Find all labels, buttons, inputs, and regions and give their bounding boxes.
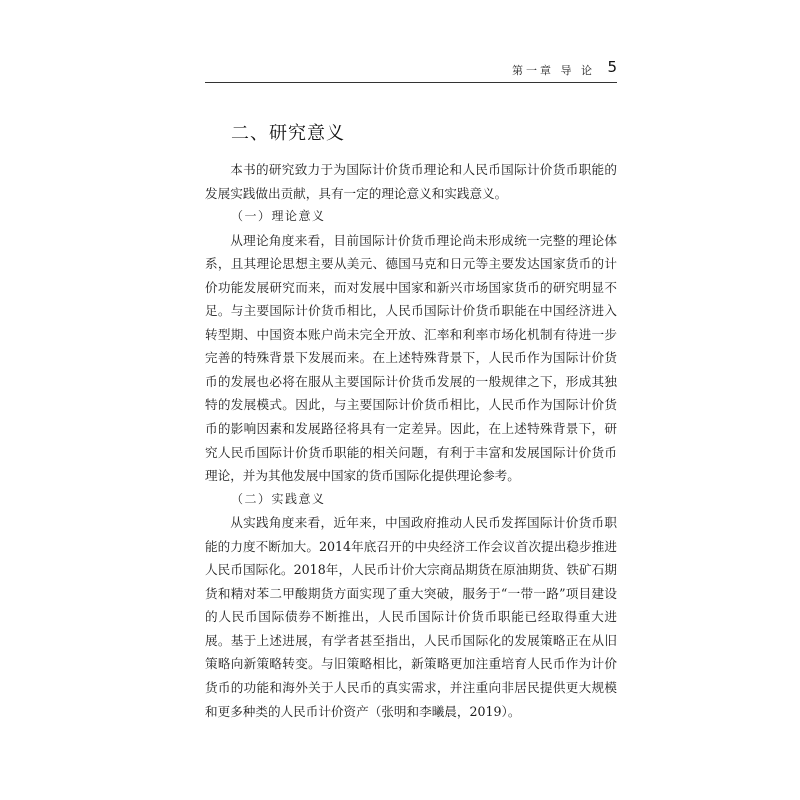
section-title: 二、研究意义: [231, 123, 345, 144]
running-header-chapter: 第一章 导 论: [512, 64, 595, 77]
header-rule: [205, 82, 617, 83]
page-number: 5: [607, 58, 617, 76]
body-text: [205, 158, 617, 723]
subheading-theory: （一）理论意义: [231, 209, 326, 224]
theory-paragraph: 从理论角度来看，目前国际计价货币理论尚未形成统一完整的理论体系，且其理论思想主要从美元、德国马克和日元等主要发达国家货币的计价功能发展研究而来，而对发展中国家和新兴市场国家货币的研究明显不足。与主要国际计价货币相比，人民币国际计价货币职能在中国经济进入转型期、中国资本账户尚未完全开放、汇率和利率市场化机制有待进一步完善的特殊背景下发展而来。在上述特殊背景下，人民币作为国际计价货币的发展也必将在服从主要国际计价货币发展的一般规律之下，形成其独特的发展模式。因此，与主要国际计价货币相比，人民币作为国际计价货币的影响因素和发展路径将具有一定差异。因此，在上述特殊背景下，研究人民币国际计价货币职能的相关问题，有利于丰富和发展国际计价货币理论，并为其他发展中国家的货币国际化提供理论参考。: [205, 232, 617, 484]
practice-paragraph: 从实践角度来看，近年来，中国政府推动人民币发挥国际计价货币职能的力度不断加大。2014年底召开的中央经济工作会议首次提出稳步推进人民币国际化。2018年，人民币计价大宗商品期货在原油期货、铁矿石期货和精对苯二甲酸期货方面实现了重大突破，服务于“一带一路”项目建设的人民币国际债券不断推出，人民币国际计价货币职能已经取得重大进展。基于上述进展，有学者甚至指出，人民币国际化的发展策略正在从旧策略向新策略转变。与旧策略相比，新策略更加注重培育人民币作为计价货币的功能和海外关于人民币的真实需求，并注重向非居民提供更大规模和更多种类的人民币计价资产（张明和李曦晨，2019）。: [205, 515, 617, 719]
subheading-practice: （二）实践意义: [231, 491, 326, 506]
intro-paragraph: 本书的研究致力于为国际计价货币理论和人民币国际计价货币职能的发展实践做出贡献，具有一定的理论意义和实践意义。: [205, 162, 617, 201]
page-header: [205, 60, 617, 82]
